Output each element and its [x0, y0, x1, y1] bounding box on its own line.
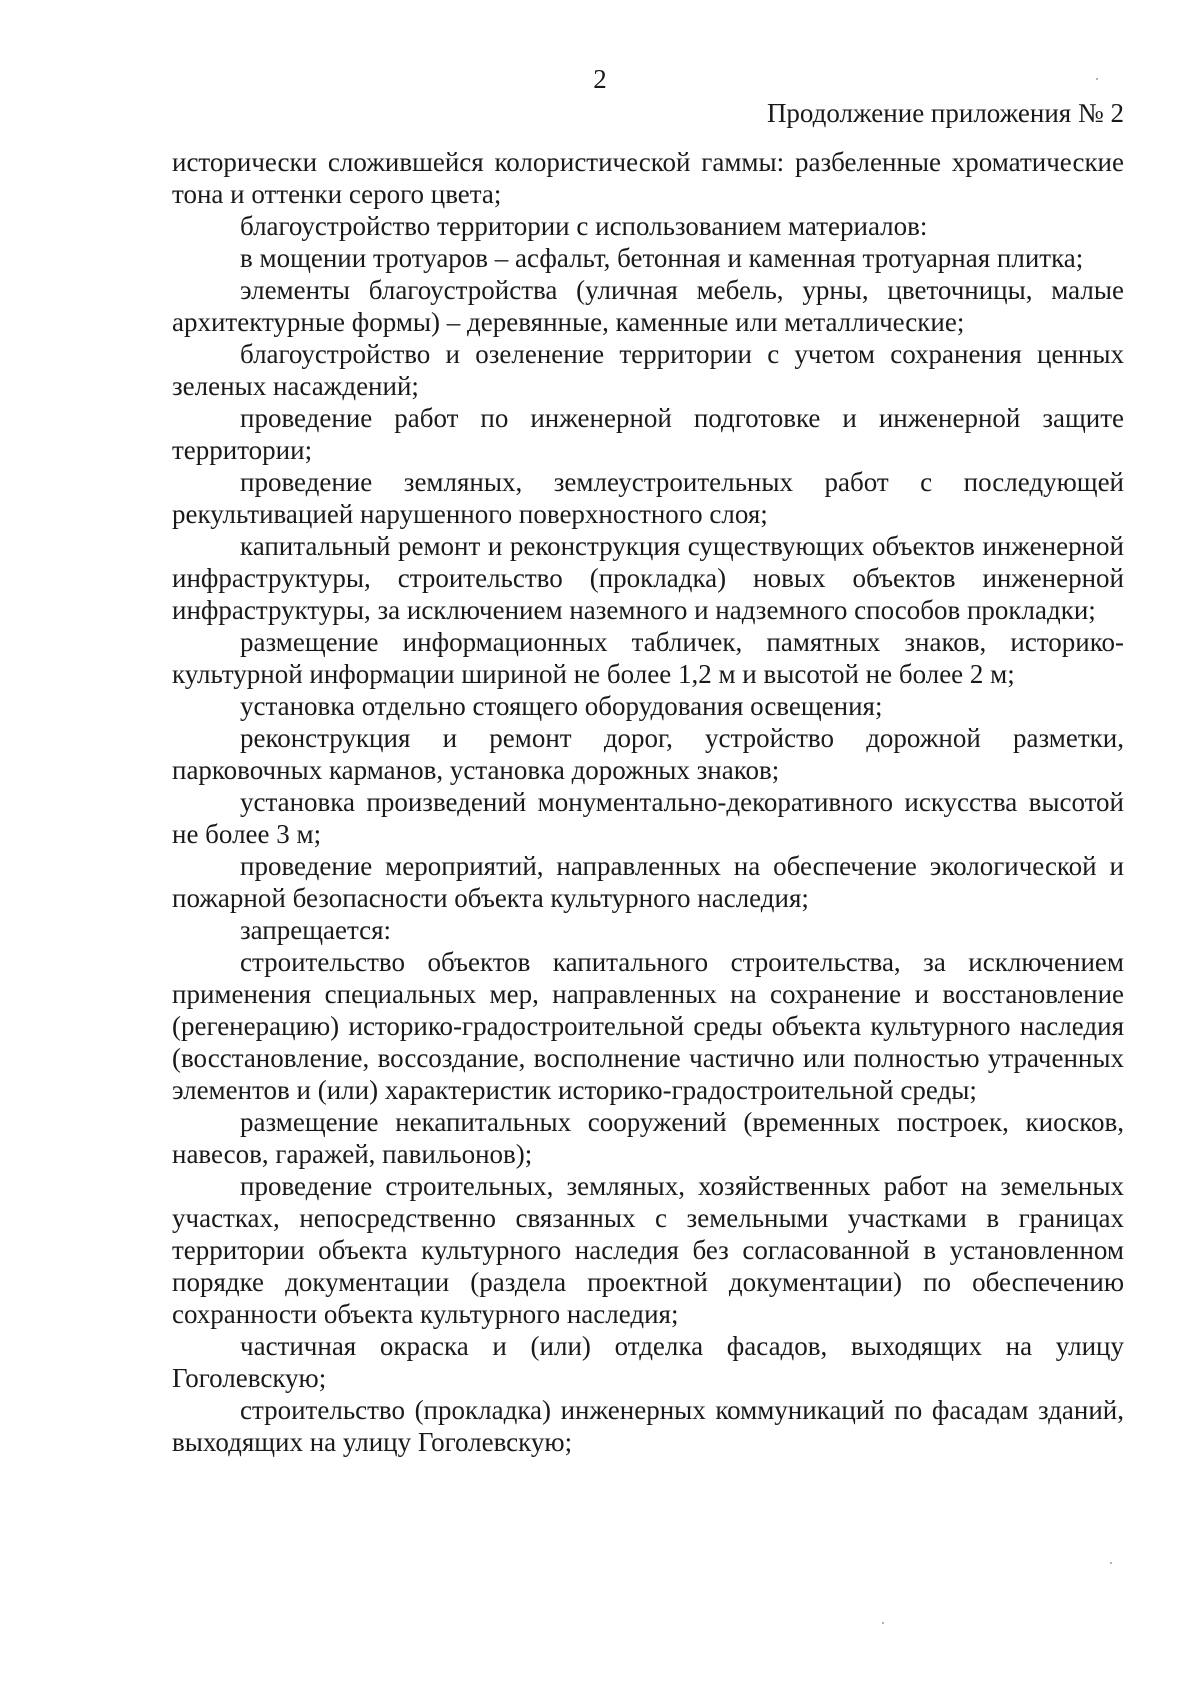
paragraph-6: проведение работ по инженерной подготовке и инженерной защите территории;	[172, 403, 1124, 465]
scan-speck	[882, 1622, 884, 1624]
page-number: 2	[593, 64, 607, 94]
paragraph-19: строительство (прокладка) инженерных коммуникаций по фасадам зданий, выходящих на улицу Гоголевскую;	[172, 1395, 1124, 1457]
paragraph-15: строительство объектов капитального строительства, за исключением применения специальных мер, направленных на сохранение и восстановление (регенерацию) историко-градостроительной среды объекта культурного наследия (восстановление, воссоздание, восполнение частично или полностью утраченных элементов и (или) характеристик историко-градостроительной среды;	[172, 947, 1124, 1105]
scan-speck	[1096, 78, 1098, 80]
paragraph-16: размещение некапитальных сооружений (временных построек, киосков, навесов, гаражей, павильонов);	[172, 1107, 1124, 1169]
appendix-continuation-label: Продолжение приложения № 2	[766, 98, 1124, 128]
paragraph-10: установка отдельно стоящего оборудования освещения;	[240, 691, 883, 721]
paragraph-14: запрещается:	[240, 915, 392, 945]
paragraph-11: реконструкция и ремонт дорог, устройство дорожной разметки, парковочных карманов, установка дорожных знаков;	[172, 723, 1124, 785]
paragraph-2: благоустройство территории с использованием материалов:	[240, 211, 928, 241]
paragraph-3: в мощении тротуаров – асфальт, бетонная и каменная тротуарная плитка;	[240, 243, 1084, 273]
paragraph-18: частичная окраска и (или) отделка фасадов, выходящих на улицу Гоголевскую;	[172, 1331, 1124, 1393]
document-body	[172, 146, 1124, 1458]
paragraph-12: установка произведений монументально-декоративного искусства высотой не более 3 м;	[172, 787, 1124, 849]
paragraph-5: благоустройство и озеленение территории с учетом сохранения ценных зеленых насаждений;	[172, 339, 1124, 401]
scan-speck	[1110, 1562, 1112, 1564]
paragraph-7: проведение земляных, землеустроительных работ с последующей рекультивацией нарушенного поверхностного слоя;	[172, 467, 1124, 529]
paragraph-17: проведение строительных, земляных, хозяйственных работ на земельных участках, непосредственно связанных с земельными участками в границах территории объекта культурного наследия без согласованной в установленном порядке документации (раздела проектной документации) по обеспечению сохранности объекта культурного наследия;	[172, 1171, 1124, 1329]
paragraph-8: капитальный ремонт и реконструкция существующих объектов инженерной инфраструктуры, строительство (прокладка) новых объектов инженерной инфраструктуры, за исключением наземного и надземного способов прокладки;	[172, 531, 1124, 625]
paragraph-13: проведение мероприятий, направленных на обеспечение экологической и пожарной безопасности объекта культурного наследия;	[172, 851, 1124, 913]
paragraph-1: исторически сложившейся колористической гаммы: разбеленные хроматические тона и оттенки серого цвета;	[172, 147, 1124, 209]
paragraph-4: элементы благоустройства (уличная мебель, урны, цветочницы, малые архитектурные формы) – деревянные, каменные или металлические;	[172, 275, 1124, 337]
paragraph-9: размещение информационных табличек, памятных знаков, историко-культурной информации шириной не более 1,2 м и высотой не более 2 м;	[172, 627, 1124, 689]
